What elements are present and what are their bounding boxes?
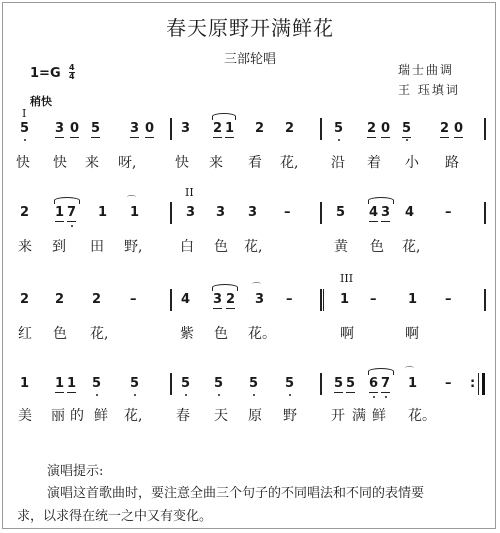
low-octave-dot <box>96 394 98 396</box>
fermata-icon: ⌒ <box>405 367 415 377</box>
lyric: 啊 <box>340 326 354 342</box>
bar-line <box>170 289 172 311</box>
note: 5 <box>130 376 140 391</box>
lyric: 天 <box>214 408 228 424</box>
tempo-marking: 稍快 <box>30 95 52 108</box>
note: 3 <box>181 121 191 136</box>
dash: – <box>286 292 293 307</box>
lyric: 开 <box>331 408 345 424</box>
low-octave-dot <box>253 394 255 396</box>
slur <box>54 197 80 204</box>
note: 2 <box>213 121 223 136</box>
part-two-marker: II <box>185 186 194 199</box>
note: 2 <box>92 292 102 307</box>
lyric: 鲜 <box>372 408 386 424</box>
note: 1 <box>67 376 77 391</box>
note: 5 <box>334 376 344 391</box>
part-three-marker: III <box>340 272 354 285</box>
lyric: 花, <box>280 155 299 171</box>
note: 3 <box>186 205 196 220</box>
lyric: 色 <box>53 326 67 342</box>
repeat-thick-line <box>482 373 485 395</box>
note: 0 <box>381 121 391 136</box>
note: 2 <box>285 121 295 136</box>
fermata-icon: ⌒ <box>252 283 262 293</box>
lyric: 花, <box>90 326 109 342</box>
hint-line-1: 演唱这首歌曲时，要注意全曲三个句子的不同唱法和不同的表情要 <box>47 486 425 501</box>
note: 1 <box>408 376 418 391</box>
lyric: 花, <box>124 408 143 424</box>
note: 2 <box>20 205 30 220</box>
low-octave-dot <box>373 396 375 398</box>
note: 2 <box>255 121 265 136</box>
note: 5 <box>20 121 30 136</box>
dash: – <box>445 205 452 220</box>
note: 1 <box>225 121 235 136</box>
note: 5 <box>214 376 224 391</box>
lyric: 白 <box>180 239 194 255</box>
dash: – <box>445 292 452 307</box>
note: 1 <box>408 292 418 307</box>
note: 3 <box>255 292 265 307</box>
lyric: 田 <box>90 239 104 255</box>
note: 1 <box>55 376 65 391</box>
bar-line <box>170 202 172 224</box>
note: 3 <box>130 121 140 136</box>
note: 4 <box>369 205 379 220</box>
bar-line <box>484 118 486 140</box>
lyric: 花, <box>244 239 263 255</box>
fermata-icon: ⌒ <box>127 196 137 206</box>
double-bar-line <box>323 289 324 311</box>
note: 5 <box>91 121 101 136</box>
low-octave-dot <box>134 394 136 396</box>
note: 5 <box>285 376 295 391</box>
low-octave-dot <box>338 139 340 141</box>
lyric: 紫 <box>180 326 194 342</box>
hint-heading: 演唱提示: <box>47 464 104 479</box>
note: 0 <box>70 121 80 136</box>
dash: – <box>445 376 452 391</box>
note: 0 <box>454 121 464 136</box>
lyric: 的 <box>70 408 84 424</box>
note: 7 <box>67 205 77 220</box>
song-subtitle: 三部轮唱 <box>223 52 276 67</box>
lyric: 快 <box>16 155 30 171</box>
lyric: 色 <box>214 239 228 255</box>
lyric: 小 <box>405 155 419 171</box>
bar-line <box>484 202 486 224</box>
bar-line <box>170 373 172 395</box>
note: 6 <box>369 376 379 391</box>
lyric: 到 <box>52 239 66 255</box>
note: 3 <box>213 292 223 307</box>
note: 3 <box>248 205 258 220</box>
lyric: 鲜 <box>94 408 108 424</box>
lyric: 来 <box>209 155 223 171</box>
note: 2 <box>367 121 377 136</box>
lyric: 黄 <box>334 239 348 255</box>
low-octave-dot <box>406 139 408 141</box>
dash: – <box>284 205 291 220</box>
lyric: 原 <box>248 408 262 424</box>
low-octave-dot <box>385 396 387 398</box>
lyric: 来 <box>85 155 99 171</box>
lyric: 美 <box>18 408 32 424</box>
note: 2 <box>226 292 236 307</box>
lyric: 满 <box>352 408 366 424</box>
note: 5 <box>92 376 102 391</box>
lyric: 啊 <box>405 326 419 342</box>
bar-line <box>320 202 322 224</box>
lyric: 路 <box>445 155 459 171</box>
meter-top: 4 <box>69 63 75 72</box>
note: 5 <box>334 121 344 136</box>
meter-bottom: 4 <box>69 72 75 81</box>
low-octave-dot <box>218 394 220 396</box>
lyric: 呀, <box>118 155 137 171</box>
part-one-marker: I <box>22 107 27 120</box>
note: 5 <box>402 121 412 136</box>
low-octave-dot <box>24 139 26 141</box>
note: 3 <box>55 121 65 136</box>
note: 1 <box>98 205 108 220</box>
note: 1 <box>340 292 350 307</box>
lyric: 春 <box>176 408 190 424</box>
dash: – <box>370 292 377 307</box>
lyric: 花。 <box>248 326 276 342</box>
lyric: 快 <box>53 155 67 171</box>
key-signature: 1=G <box>30 66 61 81</box>
repeat-dots: : <box>470 376 476 391</box>
lyric: 野 <box>283 408 297 424</box>
bar-line <box>170 118 172 140</box>
slur <box>212 113 236 120</box>
lyric: 丽 <box>51 408 65 424</box>
note: 7 <box>381 376 391 391</box>
bar-line <box>320 373 322 395</box>
slur <box>212 284 238 291</box>
lyric: 看 <box>248 155 262 171</box>
repeat-thin-line <box>478 373 479 395</box>
bar-line <box>484 289 486 311</box>
low-octave-dot <box>71 225 73 227</box>
note: 2 <box>20 292 30 307</box>
note: 3 <box>381 205 391 220</box>
low-octave-dot <box>289 394 291 396</box>
lyric: 花。 <box>408 408 436 424</box>
lyric: 沿 <box>331 155 345 171</box>
note: 3 <box>216 205 226 220</box>
lyric: 快 <box>175 155 189 171</box>
note: 0 <box>145 121 155 136</box>
note: 4 <box>405 205 415 220</box>
slur <box>368 368 394 375</box>
lyric: 野, <box>124 239 143 255</box>
lyric: 色 <box>370 239 384 255</box>
lyric: 着 <box>367 155 381 171</box>
low-octave-dot <box>185 394 187 396</box>
slur <box>368 197 394 204</box>
note: 1 <box>20 376 30 391</box>
time-signature <box>69 64 75 81</box>
note: 5 <box>336 205 346 220</box>
note: 4 <box>181 292 191 307</box>
bar-line <box>320 289 322 311</box>
note: 5 <box>249 376 259 391</box>
bar-line <box>320 118 322 140</box>
composer-credit: 瑞士曲调 <box>398 63 455 77</box>
note: 5 <box>346 376 356 391</box>
lyric: 花, <box>402 239 421 255</box>
lyric: 色 <box>214 326 228 342</box>
note: 5 <box>181 376 191 391</box>
lyric: 红 <box>18 326 32 342</box>
song-title: 春天原野开满鲜花 <box>166 16 334 40</box>
note: 1 <box>130 205 140 220</box>
dash: – <box>130 292 137 307</box>
lyric: 来 <box>18 239 32 255</box>
note: 2 <box>55 292 65 307</box>
note: 1 <box>55 205 65 220</box>
lyricist-credit: 王 珏填词 <box>398 83 460 97</box>
hint-line-2: 求，以求得在统一之中又有变化。 <box>17 509 213 524</box>
note: 2 <box>440 121 450 136</box>
